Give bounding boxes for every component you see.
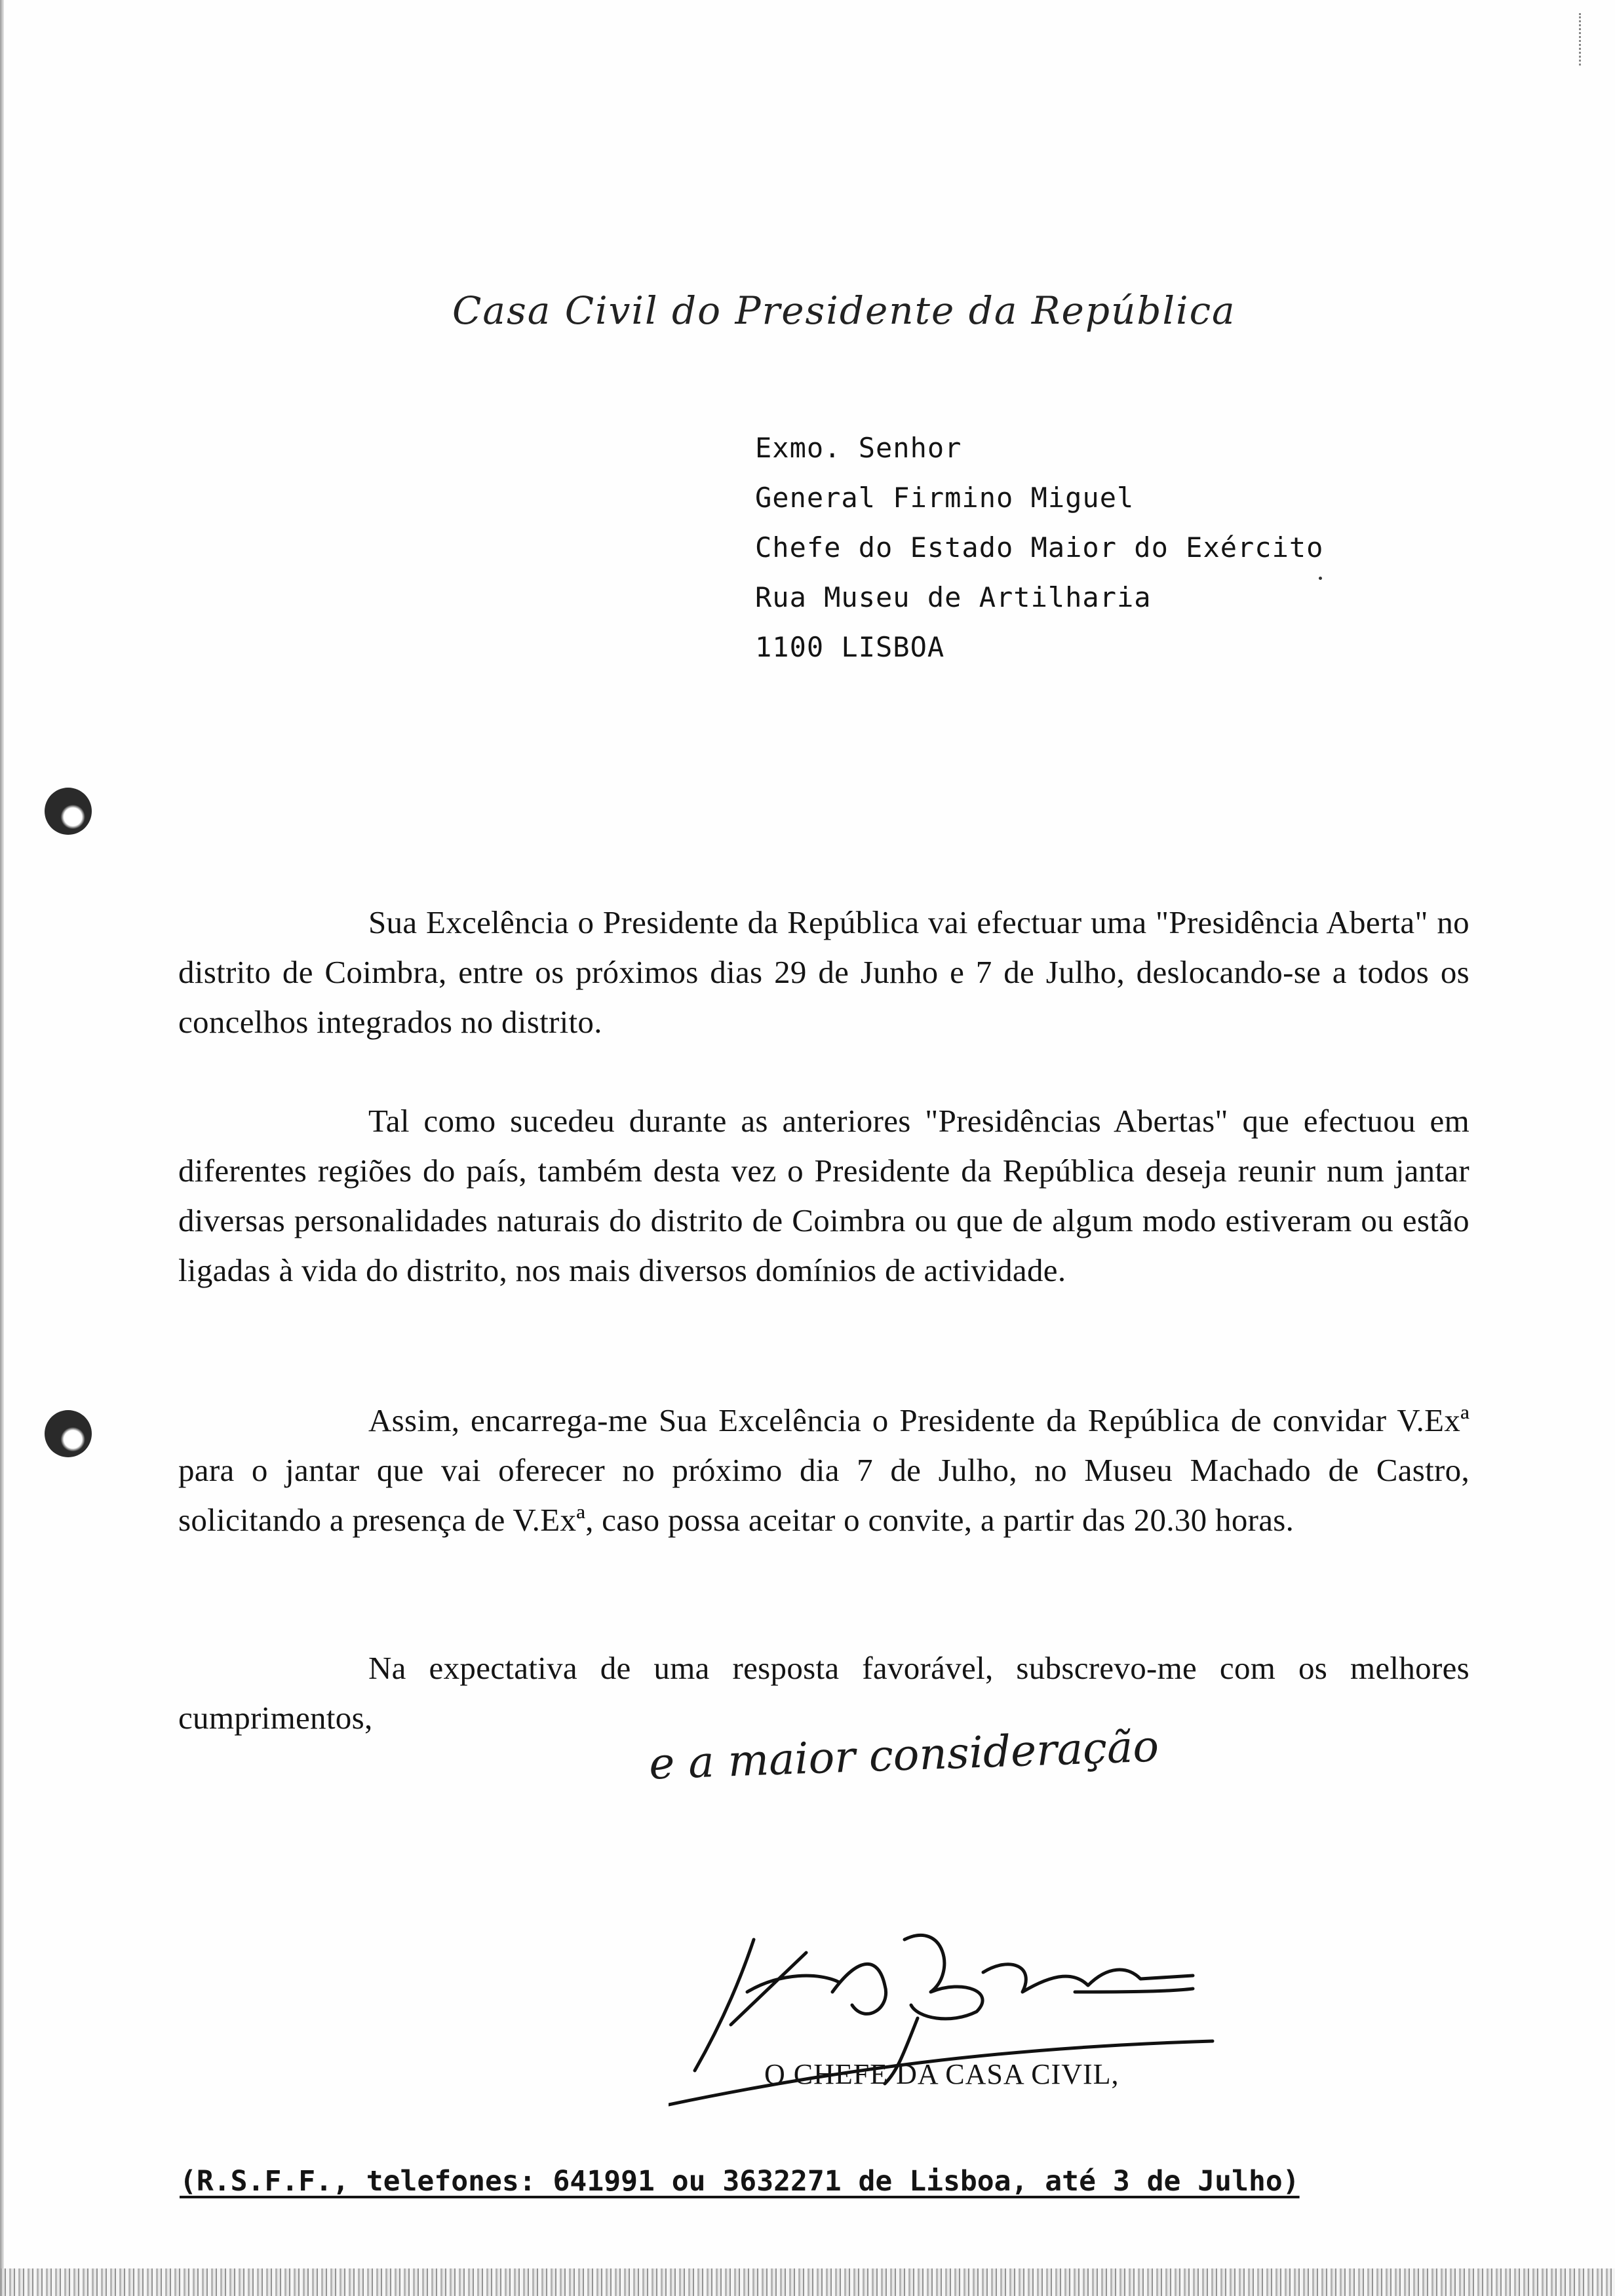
- addressee-block: [755, 423, 1323, 672]
- ink-dot: [1319, 577, 1322, 580]
- paragraph-2: [178, 1096, 1469, 1295]
- signer-title: O CHEFE DA CASA CIVIL,: [764, 2058, 1119, 2090]
- scan-bottom-edge: [0, 2268, 1615, 2296]
- paragraph-1-text: Sua Excelência o Presidente da República vai efectuar uma "Presidência Aberta" no distrito de Coimbra, entre os próximos dias 29 de Junho e 7 de Julho, deslocando-se a todos os concelhos integrados no distrito.: [178, 904, 1469, 1040]
- footer-rsvp-note: (R.S.F.F., telefones: 641991 ou 3632271 de Lisboa, até 3 de Julho): [180, 2165, 1300, 2198]
- scan-corner-marks: [1579, 13, 1595, 66]
- paragraph-3-text: Assim, encarrega-me Sua Excelência o Presidente da República de convidar V.Exª para o jantar que vai oferecer no próximo dia 7 de Julho, no Museu Machado de Castro, solicitando a presença de V.Exª, caso possa aceitar o convite, a partir das 20.30 horas.: [178, 1402, 1469, 1538]
- punch-hole-top: [45, 788, 92, 835]
- paragraph-3: [178, 1396, 1469, 1545]
- paragraph-2-text: Tal como sucedeu durante as anteriores "Presidências Abertas" que efectuou em diferentes regiões do país, também desta vez o Presidente da República deseja reunir num jantar diversas personalidades naturais do distrito de Coimbra ou que de algum modo estiveram ou estão ligadas à vida do distrito, nos mais diversos domínios de actividade.: [178, 1103, 1469, 1288]
- paragraph-4: [178, 1643, 1469, 1743]
- punch-hole-bottom: [45, 1410, 92, 1457]
- addressee-salutation: Exmo. Senhor: [755, 432, 962, 464]
- paragraph-1: [178, 898, 1469, 1047]
- addressee-name: General Firmino Miguel: [755, 482, 1135, 514]
- scan-left-edge: [0, 0, 4, 2296]
- addressee-street: Rua Museu de Artilharia: [755, 581, 1152, 613]
- paragraph-4-text: Na expectativa de uma resposta favorável, subscrevo-me com os melhores cumprimentos,: [178, 1650, 1469, 1736]
- addressee-city: 1100 LISBOA: [755, 631, 945, 663]
- handwritten-closing: e a maior consideração: [648, 1721, 1160, 1789]
- addressee-position: Chefe do Estado Maior do Exército: [755, 531, 1324, 564]
- letterhead: Casa Civil do Presidente da República: [452, 288, 1236, 333]
